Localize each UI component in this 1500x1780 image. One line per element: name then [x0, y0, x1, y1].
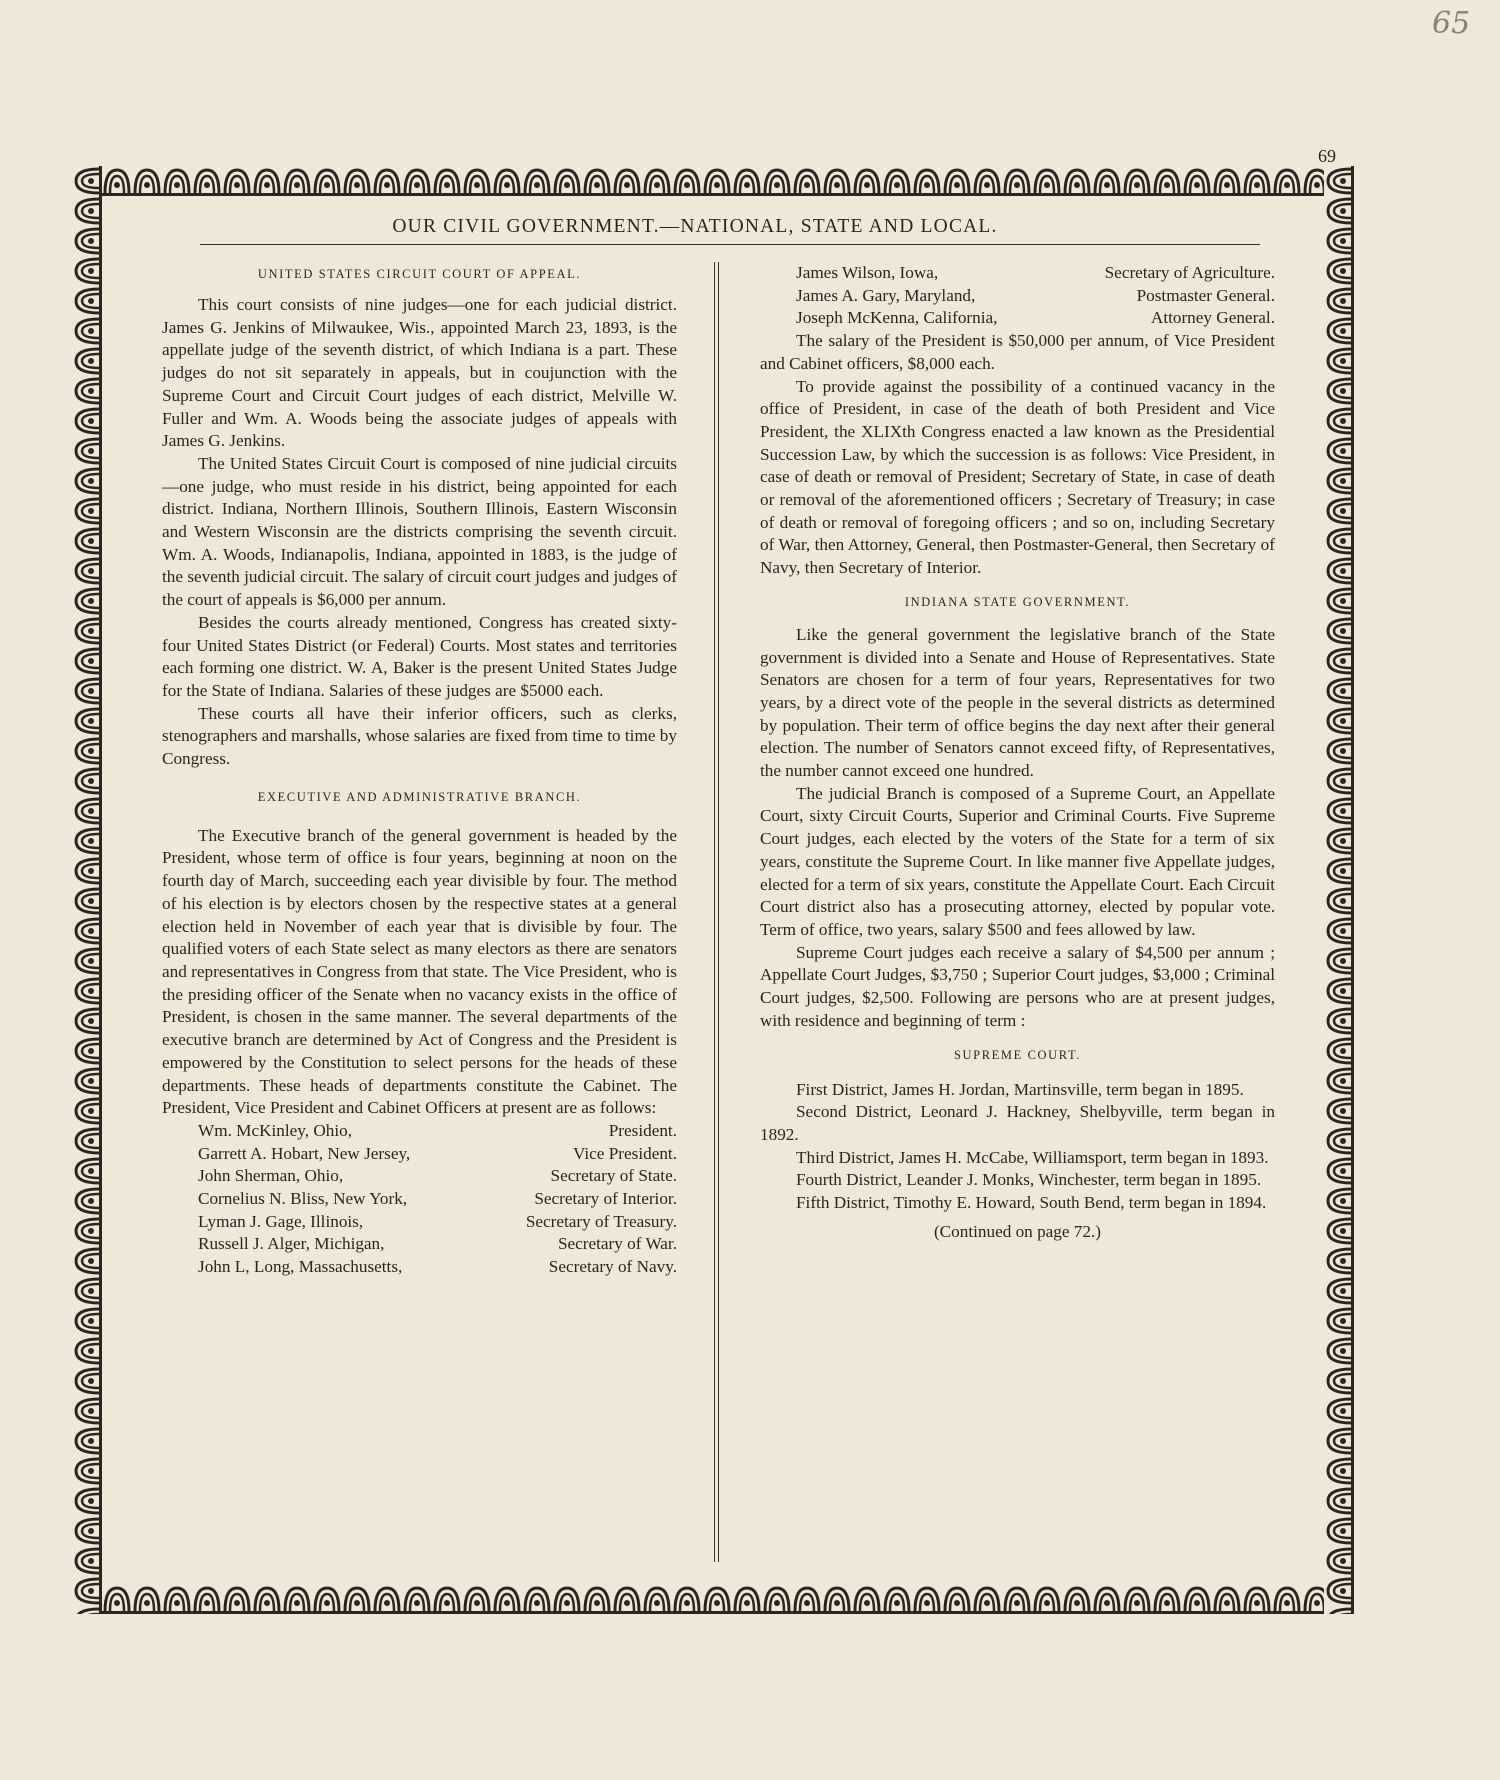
officer-office: Secretary of Agriculture.	[1104, 263, 1275, 282]
page-content	[120, 212, 1275, 1577]
paragraph: This court consists of nine judges—one for each judicial district. James G. Jenkins of Milwaukee, Wis., appointed March 23, 1893, is the appellate judge of the seventh district, of which Indiana is a part. These judges do not sit separately in appeals, but in coujunction with the Supreme Court and Circuit Court judges of each district, Melville W. Fuller and Wm. A. Woods being the associate judges of appeals with James G. Jenkins.	[162, 295, 677, 451]
list-item	[760, 285, 1275, 308]
officer-office: Secretary of Interior.	[534, 1189, 677, 1209]
running-head: OUR CIVIL GOVERNMENT.—NATIONAL, STATE AND LOCAL.	[392, 216, 998, 237]
officer-office: Attorney General.	[1150, 308, 1275, 328]
list-item	[760, 262, 1275, 285]
officer-office: Secretary of Navy.	[548, 1257, 677, 1277]
list-item	[162, 1143, 677, 1166]
column-divider	[714, 262, 715, 1562]
cabinet-list	[162, 1120, 677, 1279]
continued-note: (Continued on page 72.)	[933, 1221, 1102, 1241]
section-heading-executive: EXECUTIVE AND ADMINISTRATIVE BRANCH.	[257, 789, 582, 804]
section-heading-supreme-court: SUPREME COURT.	[954, 1047, 1081, 1062]
border-bottom	[72, 1584, 1354, 1614]
section-heading-state-government: INDIANA STATE GOVERNMENT.	[904, 594, 1131, 609]
list-item	[760, 307, 1275, 330]
judge-entry: First District, James H. Jordan, Martinsville, term began in 1895.	[796, 1079, 1244, 1099]
judge-entry: Third District, James H. McCabe, Williamsport, term began in 1893.	[796, 1147, 1269, 1167]
paragraph: The salary of the President is $50,000 per annum, of Vice President and Cabinet officers, $8,000 each.	[760, 331, 1275, 373]
officer-name: Joseph McKenna, California,	[796, 308, 998, 328]
right-column	[760, 262, 1275, 1243]
list-item	[162, 1211, 677, 1234]
list-item	[162, 1233, 677, 1256]
list-item	[162, 1188, 677, 1211]
paragraph: The Executive branch of the general government is headed by the President, whose term of office is four years, beginning at noon on the fourth day of March, succeeding each year divisible by four. The method of his election is by electors chosen by the respective states at a general election held in November of each year that is divisible by four. The qualified voters of each State select as many electors as there are senators and representatives in Congress from that state. The Vice President, who is the presiding officer of the Senate when no vacancy exists in the office of President, is chosen in the same manner. The several departments of the executive branch are determined by Act of Congress and the President is empowered by the Constitution to select persons for the heads of these departments. These heads of departments constitute the Cabinet. The President, Vice President and Cabinet Officers at present are as follows:	[162, 825, 677, 1118]
list-item	[162, 1165, 677, 1188]
list-item	[162, 1120, 677, 1143]
list-item	[162, 1256, 677, 1279]
paragraph: The judicial Branch is composed of a Supreme Court, an Appellate Court, sixty Circuit Courts, Superior and Criminal Courts. Five Supreme Court judges, each elected by the voters of the State for a term of six years, constitute the Supreme Court. In like manner five Appellate judges, elected for a term of six years, constitute the Appellate Court. Each Circuit Court district also has a prosecuting attorney, elected by popular vote. Term of office, two years, salary $500 and fees allowed by law.	[760, 783, 1275, 939]
cabinet-list-continued	[760, 262, 1275, 330]
section-heading-circuit-court: UNITED STATES CIRCUIT COURT OF APPEAL.	[257, 267, 582, 281]
paragraph: Supreme Court judges each receive a salary of $4,500 per annum ; Appellate Court Judges, $3,750 ; Superior Court judges, $3,000 ; Criminal Court judges, $2,500. Following are persons who are at present judges, with residence and beginning of term :	[760, 942, 1275, 1030]
officer-office: President.	[608, 1120, 677, 1140]
border-top	[72, 166, 1354, 196]
handwritten-note: 65	[1432, 6, 1471, 41]
officer-name: James A. Gary, Maryland,	[796, 285, 976, 305]
judge-entry: Fifth District, Timothy E. Howard, South Bend, term began in 1894.	[796, 1193, 1267, 1213]
border-left	[72, 166, 102, 1614]
officer-name: Garrett A. Hobart, New Jersey,	[198, 1143, 411, 1163]
head-rule	[200, 244, 1260, 245]
officer-name: John Sherman, Ohio,	[198, 1166, 344, 1186]
officer-name: Lyman J. Gage, Illinois,	[198, 1211, 364, 1231]
paragraph: To provide against the possibility of a continued vacancy in the office of President, in case of the death of both President and Vice President, the XLIXth Congress enacted a law known as the Presidential Succession Law, by which the succession is as follows: Vice President, in case of death or removal of President; Secretary of State, in case of death or removal of the aforementioned officers ; Secretary of Treasury; in case of death or removal of foregoing officers ; and so on, including Secretary of War, then Attorney, General, then Postmaster-General, then Secretary of Navy, then Secretary of Interior.	[760, 376, 1275, 578]
officer-office: Secretary of State.	[550, 1166, 677, 1186]
paragraph: These courts all have their inferior officers, such as clerks, stenographers and marshalls, whose salaries are fixed from time to time by Congress.	[162, 703, 677, 769]
text-columns	[120, 262, 1275, 1577]
border-right	[1324, 166, 1354, 1614]
judge-entry: Fourth District, Leander J. Monks, Winchester, term began in 1895.	[796, 1170, 1262, 1190]
officer-name: John L, Long, Massachusetts,	[198, 1257, 403, 1277]
officer-office: Secretary of Treasury.	[525, 1211, 677, 1231]
officer-name: Cornelius N. Bliss, New York,	[198, 1189, 408, 1209]
officer-office: Postmaster General.	[1136, 285, 1275, 305]
officer-name: Russell J. Alger, Michigan,	[198, 1234, 385, 1254]
paragraph: Like the general government the legislative branch of the State government is divided into a Senate and House of Representatives. State Senators are chosen for a term of four years, Representatives for two years, by a direct vote of the people in the several districts as determined by population. Their term of office begins the day next after their general election. The number of Senators cannot exceed fifty, of Representatives, the number cannot exceed one hundred.	[760, 624, 1275, 781]
paragraph: Besides the courts already mentioned, Congress has created sixty-four United States District (or Federal) Courts. Most states and territories each forming one district. W. A, Baker is the present United States Judge for the State of Indiana. Salaries of these judges are $5000 each.	[162, 612, 677, 700]
judge-entry: Second District, Leonard J. Hackney, Shelbyville, term began in 1892.	[760, 1102, 1275, 1144]
paragraph: The United States Circuit Court is composed of nine judicial circuits—one judge, who must reside in his district, being appointed for each district. Indiana, Northern Illinois, Southern Illinois, Eastern Wisconsin and Western Wisconsin are the districts comprising the seventh circuit. Wm. A. Woods, Indianapolis, Indiana, appointed in 1883, is the judge of the seventh judicial circuit. The salary of circuit court judges and judges of the court of appeals is $6,000 per annum.	[162, 453, 677, 610]
officer-name: Wm. McKinley, Ohio,	[198, 1120, 353, 1140]
left-column	[162, 262, 677, 1279]
officer-office: Secretary of War.	[557, 1234, 677, 1254]
officer-name: James Wilson, Iowa,	[796, 263, 939, 282]
officer-office: Vice President.	[573, 1143, 677, 1163]
page-number: 69	[1318, 146, 1336, 166]
